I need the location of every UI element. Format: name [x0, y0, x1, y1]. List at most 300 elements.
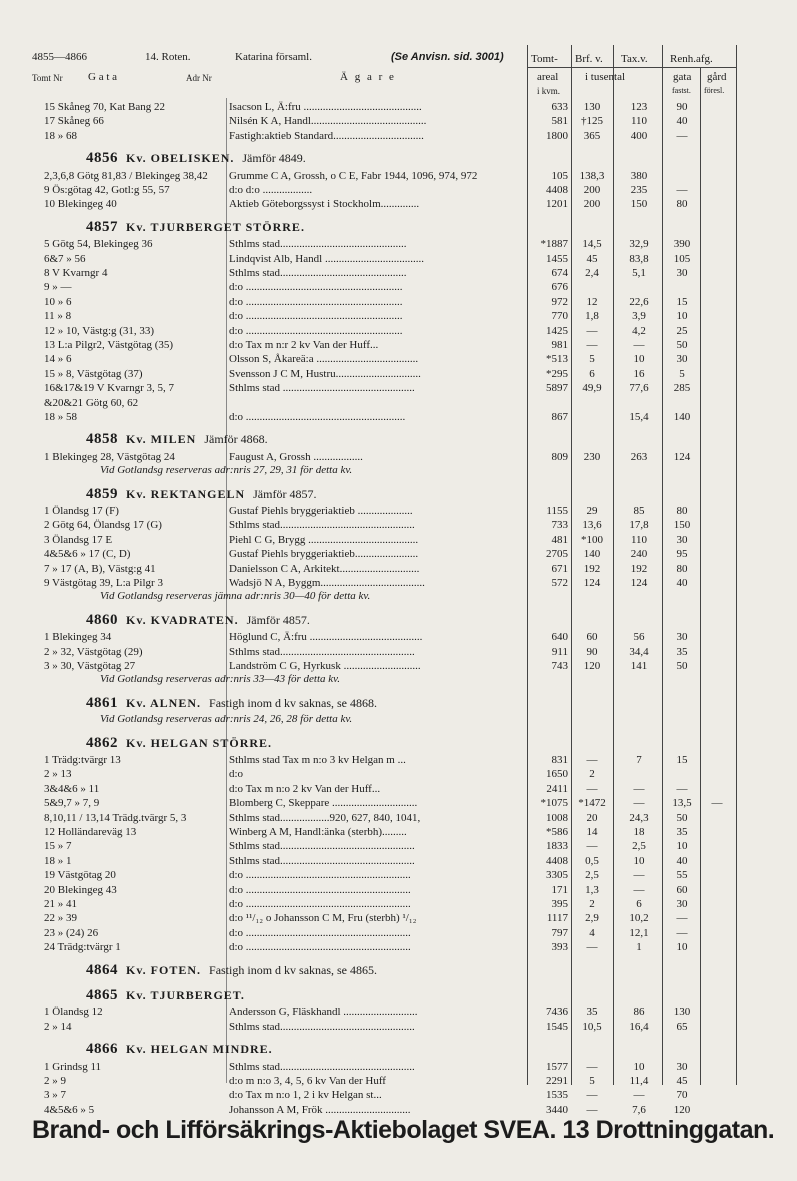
address-cell: 19 Västgötag 20: [44, 869, 116, 882]
address-cell: 15 » 7: [44, 840, 72, 853]
owner-cell: Isacson L, Ä:fru ...........................................: [229, 101, 422, 113]
fire-insurance-cell: 200: [583, 198, 601, 211]
area-cell: 1155: [546, 505, 568, 517]
fire-insurance-cell: 5: [589, 353, 595, 366]
area-cell: 1535: [546, 1089, 568, 1102]
block-number: 4860: [86, 611, 118, 628]
owner-cell: Sthlms stad..................920, 627, 840, 1041,: [229, 811, 421, 824]
property-row: [0, 410, 797, 424]
col-area-mid: areal: [537, 71, 559, 83]
owner-cell: Fastigh:aktieb Standard.................................: [229, 129, 424, 142]
area-cell: 2705: [546, 548, 568, 561]
fire-insurance-cell: 6: [589, 367, 595, 380]
street-cleaning-cell: 35: [676, 826, 688, 838]
col-fastst: fastst.: [672, 86, 691, 95]
property-row: [0, 782, 797, 796]
street-cleaning-cell: —: [676, 782, 688, 795]
address-cell: 9 » —: [44, 281, 72, 294]
area-cell: *586: [546, 826, 568, 838]
owner-cell: Sthlms stad.................................................: [229, 840, 415, 853]
area-cell: 867: [551, 411, 568, 423]
tax-value-cell: 86: [633, 1006, 645, 1019]
address-cell: 7 » 17 (A, B), Västg:g 41: [44, 562, 156, 575]
address-cell: 17 Skåneg 66: [44, 115, 104, 128]
owner-cell: Piehl C G, Brygg ........................................: [229, 533, 419, 546]
property-row: [0, 114, 797, 128]
owner-cell: Blomberg C, Skeppare ...............................: [229, 797, 418, 810]
street-cleaning-cell: 45: [676, 1075, 688, 1087]
fire-insurance-cell: 29: [586, 505, 598, 517]
property-row: [0, 839, 797, 853]
block-title: Kv. OBELISKEN.: [126, 151, 235, 166]
area-cell: 1577: [546, 1060, 568, 1073]
fire-insurance-cell: 230: [583, 450, 601, 463]
owner-cell: Nilsén K A, Handl..........................................: [229, 115, 427, 128]
street-cleaning-cell: —: [676, 184, 688, 196]
property-row: [0, 129, 797, 143]
tax-value-cell: 2,5: [632, 840, 646, 853]
property-row: [0, 1088, 797, 1102]
reservation-note: Vid Gotlandsg reserveras adr:nris 27, 29, 31 för detta kv.: [100, 464, 353, 477]
address-cell: 13 L:a Pilgr2, Västgötag (35): [44, 339, 174, 351]
block-number: 4865: [86, 987, 118, 1003]
tax-value-cell: 83,8: [629, 252, 649, 265]
address-cell: 23 » (24) 26: [44, 926, 99, 939]
owner-cell: d:o ............................................................: [229, 926, 411, 939]
area-cell: 770: [551, 310, 568, 323]
property-row: [0, 645, 797, 659]
area-cell: 171: [551, 883, 568, 896]
tax-value-cell: —: [633, 869, 645, 882]
street-cleaning-cell: 30: [676, 533, 688, 546]
street-cleaning-cell: 13,5: [672, 797, 692, 810]
street-cleaning-cell: 140: [673, 411, 691, 423]
address-cell: 15 » 8, Västgötag (37): [44, 367, 143, 380]
street-cleaning-cell: 5: [679, 367, 685, 380]
block-number: 4861: [86, 694, 118, 711]
block-title: Kv. TJURBERGET.: [126, 988, 245, 1002]
owner-cell: d:o Tax m n:o 1, 2 i kv Helgan st...: [229, 1089, 382, 1102]
tax-value-cell: 10: [633, 1060, 645, 1073]
block-note: Fastigh inom d kv saknas, se 4865.: [209, 962, 378, 977]
fire-insurance-cell: 124: [583, 577, 601, 589]
address-cell: 4&5&6 » 17 (C, D): [44, 548, 131, 561]
tax-value-cell: 123: [630, 101, 648, 113]
address-cell: 3&4&6 » 11: [44, 782, 100, 795]
fire-insurance-cell: 1,3: [585, 883, 599, 896]
fire-insurance-cell: 10,5: [582, 1020, 602, 1033]
block-title: Kv. KVADRATEN.: [126, 612, 239, 627]
property-row: [0, 562, 797, 576]
tax-value-cell: 12,1: [629, 926, 649, 939]
property-row: [0, 854, 797, 868]
block-note: Jämför 4857.: [253, 486, 317, 501]
fire-insurance-cell: 60: [586, 631, 598, 644]
tax-value-cell: 11,4: [629, 1075, 649, 1087]
owner-cell: Gustaf Piehls bryggeriaktieb.......................: [229, 548, 419, 561]
property-row: [0, 504, 797, 518]
property-row: [0, 897, 797, 911]
area-cell: 633: [551, 101, 568, 113]
address-cell: 3 » 7: [44, 1089, 66, 1102]
block-number: 4864: [86, 961, 118, 978]
tax-value-cell: —: [633, 782, 645, 795]
area-cell: 1800: [546, 129, 568, 142]
address-cell: 24 Trädg:tvärgr 1: [44, 941, 121, 954]
owner-cell: d:o d:o ..................: [229, 184, 313, 196]
street-cleaning-cell: 285: [673, 382, 691, 395]
owner-cell: Winberg A M, Handl:änka (sterbh).........: [229, 826, 407, 838]
fire-insurance-cell: 192: [583, 562, 601, 575]
fire-insurance-cell: 2,9: [585, 912, 599, 925]
block-heading: [86, 735, 272, 752]
tax-value-cell: 110: [630, 115, 648, 128]
fire-insurance-cell: 49,9: [582, 382, 602, 395]
street-cleaning-cell: 40: [676, 854, 688, 867]
fire-insurance-cell: —: [586, 339, 598, 351]
fire-insurance-cell: 0,5: [585, 854, 599, 867]
col-area-top: Tomt-: [531, 53, 558, 65]
col-gata2: gata: [673, 71, 692, 83]
owner-cell: d:o .........................................................: [229, 310, 403, 323]
property-row: [0, 280, 797, 294]
street-cleaning-cell: —: [676, 926, 688, 939]
tax-value-cell: 10,2: [629, 912, 649, 925]
parish-label: Katarina församl.: [235, 51, 312, 63]
tax-value-cell: 235: [630, 184, 648, 196]
tax-value-cell: 141: [630, 660, 648, 672]
property-row: [0, 266, 797, 280]
owner-cell: d:o Tax m n:r 2 kv Van der Huff...: [229, 339, 379, 351]
owner-cell: d:o ............................................................: [229, 883, 411, 896]
block-title: Kv. HELGAN STÖRRE.: [126, 735, 273, 750]
street-cleaning-cell: 80: [676, 505, 688, 517]
street-cleaning-cell: 25: [676, 324, 688, 337]
area-cell: 972: [551, 295, 568, 308]
area-cell: *1887: [540, 238, 568, 251]
area-cell: 5897: [546, 382, 568, 395]
area-cell: 1425: [546, 324, 568, 337]
owner-cell: d:o ............................................................: [229, 941, 411, 954]
street-cleaning-cell: 390: [673, 238, 691, 251]
tax-value-cell: —: [633, 797, 645, 810]
address-cell: 8,10,11 / 13,14 Trädg.tvärgr 5, 3: [44, 811, 187, 824]
area-cell: 3305: [546, 869, 568, 882]
fire-insurance-cell: 14: [586, 826, 598, 838]
block-heading: [86, 486, 316, 503]
fire-insurance-cell: 90: [586, 645, 598, 658]
street-cleaning-cell: 80: [676, 198, 688, 211]
block-note: Jämför 4849.: [242, 151, 306, 166]
address-cell: 20 Blekingeg 43: [44, 883, 117, 896]
address-cell: 2 » 14: [44, 1020, 72, 1033]
area-cell: 2291: [546, 1075, 568, 1087]
property-row: [0, 352, 797, 366]
header-rule: [527, 67, 737, 68]
property-row: [0, 237, 797, 251]
col-foresl: föresl.: [704, 86, 725, 95]
yard-cleaning-cell: —: [711, 797, 723, 810]
block-title: Kv. HELGAN MINDRE.: [126, 1042, 273, 1057]
property-row: [0, 767, 797, 781]
tax-value-cell: 240: [630, 548, 648, 561]
street-cleaning-cell: 30: [676, 631, 688, 644]
area-cell: 105: [551, 169, 568, 182]
street-cleaning-cell: 80: [676, 562, 688, 575]
owner-cell: Wadsjö N A, Byggm......................................: [229, 577, 425, 589]
area-cell: 671: [551, 562, 568, 575]
area-cell: 809: [551, 450, 568, 463]
street-cleaning-cell: 130: [673, 1006, 691, 1019]
street-cleaning-cell: 90: [676, 101, 688, 113]
area-cell: 1455: [546, 252, 568, 265]
fire-insurance-cell: 35: [586, 1006, 598, 1019]
tax-value-cell: 110: [630, 533, 648, 546]
address-cell: 6&7 » 56: [44, 252, 86, 265]
fire-insurance-cell: —: [586, 1103, 598, 1116]
area-cell: 733: [551, 519, 568, 532]
owner-cell: d:o ............................................................: [229, 869, 411, 882]
area-cell: *295: [546, 367, 568, 380]
tax-value-cell: 1: [636, 941, 642, 954]
tax-value-cell: —: [633, 339, 645, 351]
fire-insurance-cell: 200: [583, 184, 601, 196]
tax-value-cell: 24,3: [629, 811, 649, 824]
street-cleaning-cell: 50: [676, 660, 688, 672]
block-heading: [86, 695, 377, 712]
fire-insurance-cell: 1,8: [585, 310, 599, 323]
tax-value-cell: 85: [633, 505, 645, 517]
street-cleaning-cell: 40: [676, 115, 688, 128]
address-cell: 1 Ölandsg 17 (F): [44, 505, 119, 517]
street-cleaning-cell: 50: [676, 339, 688, 351]
block-title: Kv. ALNEN.: [126, 695, 202, 710]
area-cell: 7436: [546, 1006, 568, 1019]
address-cell: 1 Grindsg 11: [44, 1060, 102, 1073]
address-cell: 2,3,6,8 Götg 81,83 / Blekingeg 38,42: [44, 169, 208, 182]
property-row: [0, 381, 797, 395]
property-row: [0, 911, 797, 925]
owner-cell: d:o m n:o 3, 4, 5, 6 kv Van der Huff: [229, 1075, 386, 1087]
tax-value-cell: 124: [630, 577, 648, 589]
property-row: [0, 796, 797, 810]
address-cell: 3 Ölandsg 17 E: [44, 533, 113, 546]
area-cell: 981: [551, 339, 568, 351]
property-row: [0, 1020, 797, 1034]
owner-cell: Johansson A M, Frök ...............................: [229, 1103, 411, 1116]
address-cell: 16&17&19 V Kvarngr 3, 5, 7: [44, 382, 175, 395]
property-row: [0, 295, 797, 309]
tax-value-cell: 17,8: [629, 519, 649, 532]
owner-cell: d:o .........................................................: [229, 295, 403, 308]
area-cell: 4408: [546, 184, 568, 196]
district-label: 14. Roten.: [145, 51, 191, 63]
owner-cell: d:o Tax m n:o 2 kv Van der Huff...: [229, 782, 381, 795]
owner-cell: d:o ¹¹/₁₂ o Johansson C M, Fru (sterbh) ¹/₁₂: [229, 912, 417, 925]
property-row: [0, 811, 797, 825]
street-cleaning-cell: 95: [676, 548, 688, 561]
col-gard: gård: [707, 71, 727, 83]
owner-cell: d:o ............................................................: [229, 898, 411, 910]
block-heading: [86, 612, 310, 629]
block-heading: [86, 987, 245, 1004]
area-cell: 581: [551, 115, 568, 128]
address-cell: 18 » 1: [44, 854, 72, 867]
svea-advertisement: Brand- och Lifförsäkrings-Aktiebolaget SVEA. 13 Drottninggatan.: [32, 1116, 775, 1144]
area-cell: 2411: [546, 782, 568, 795]
owner-cell: Sthlms stad ................................................: [229, 382, 415, 395]
block-number: 4856: [86, 150, 118, 167]
address-cell: 11 » 8: [44, 310, 72, 323]
property-row: [0, 338, 797, 352]
fire-insurance-cell: 45: [586, 252, 598, 265]
tax-value-cell: 10: [633, 353, 645, 366]
tax-value-cell: 400: [630, 129, 648, 142]
block-heading: [86, 1041, 273, 1058]
tax-value-cell: 263: [630, 450, 648, 463]
area-cell: 831: [551, 754, 568, 766]
property-row: [0, 547, 797, 561]
fire-insurance-cell: 2: [589, 768, 595, 781]
fire-insurance-cell: 130: [583, 101, 601, 113]
fire-insurance-cell: *100: [581, 533, 603, 546]
address-cell: 2 » 9: [44, 1075, 66, 1087]
block-number: 4857: [86, 218, 118, 235]
street-cleaning-cell: 55: [676, 869, 688, 882]
block-heading: [86, 219, 305, 236]
owner-cell: Landström C G, Hyrkusk ............................: [229, 660, 421, 672]
property-row: [0, 518, 797, 532]
owner-cell: Danielsson C A, Arkitekt.............................: [229, 562, 420, 575]
block-note: Jämför 4868.: [204, 432, 268, 447]
area-cell: 797: [551, 926, 568, 939]
owner-cell: Höglund C, Ä:fru .........................................: [229, 631, 423, 644]
property-row: [0, 868, 797, 882]
fire-insurance-cell: —: [586, 1060, 598, 1073]
property-row: [0, 169, 797, 183]
address-cell: 12 » 10, Västg:g (31, 33): [44, 324, 155, 337]
owner-cell: Sthlms stad.................................................: [229, 645, 415, 658]
tax-value-cell: 34,4: [629, 645, 649, 658]
area-cell: *513: [546, 353, 568, 366]
street-cleaning-cell: 15: [676, 754, 688, 766]
fire-insurance-cell: 2,5: [585, 869, 599, 882]
owner-cell: Sthlms stad.................................................: [229, 1060, 415, 1073]
col-adr-nr: Adr Nr: [186, 73, 212, 83]
street-cleaning-cell: 120: [673, 1103, 691, 1116]
owner-cell: Sthlms stad.................................................: [229, 519, 415, 532]
tax-value-cell: —: [633, 1089, 645, 1102]
fire-insurance-cell: —: [586, 840, 598, 853]
area-cell: 911: [551, 645, 568, 658]
col-agare: Ä g a r e: [340, 71, 396, 83]
owner-cell: Sthlms stad Tax m n:o 3 kv Helgan m ...: [229, 754, 406, 766]
owner-cell: Lindqvist Alb, Handl ....................................: [229, 252, 424, 265]
tax-value-cell: 22,6: [629, 295, 649, 308]
property-row: [0, 576, 797, 590]
col-renh: Renh.afg.: [670, 53, 713, 65]
street-cleaning-cell: 30: [676, 267, 688, 279]
property-row: [0, 309, 797, 323]
tax-value-cell: 4,2: [632, 324, 646, 337]
address-cell: 5&9,7 » 7, 9: [44, 797, 100, 810]
address-cell: 1 Blekingeg 34: [44, 631, 112, 644]
block-number: 4859: [86, 485, 118, 502]
street-cleaning-cell: 150: [673, 519, 691, 532]
address-cell: 18 » 68: [44, 129, 77, 142]
owner-cell: Faugust A, Grossh ..................: [229, 450, 363, 463]
street-cleaning-cell: 10: [676, 840, 688, 853]
street-cleaning-cell: —: [676, 912, 688, 925]
property-row: [0, 659, 797, 673]
col-gata: G a t a: [88, 71, 118, 83]
property-row: [0, 940, 797, 954]
tax-value-cell: 18: [633, 826, 645, 838]
address-cell: 9 Västgötag 39, L:a Pilgr 3: [44, 577, 163, 589]
address-cell: &20&21 Götg 60, 62: [44, 396, 139, 409]
reference-note: (Se Anvisn. sid. 3001): [391, 51, 504, 63]
address-cell: 4&5&6 » 5: [44, 1103, 95, 1116]
fire-insurance-cell: 20: [586, 811, 598, 824]
block-title: Kv. REKTANGELN: [126, 486, 246, 501]
property-row: [0, 450, 797, 464]
fire-insurance-cell: 5: [589, 1075, 595, 1087]
street-cleaning-cell: 15: [676, 295, 688, 308]
area-cell: 3440: [546, 1103, 568, 1116]
area-cell: 1008: [546, 811, 568, 824]
block-title: Kv. TJURBERGET STÖRRE.: [126, 219, 305, 234]
block-title: Kv. FOTEN.: [126, 962, 202, 977]
area-cell: 481: [551, 533, 568, 546]
owner-cell: d:o .........................................................: [229, 324, 403, 337]
property-row: [0, 825, 797, 839]
tax-value-cell: 77,6: [629, 382, 649, 395]
property-row: [0, 1005, 797, 1019]
street-cleaning-cell: 30: [676, 898, 688, 910]
owner-cell: Sthlms stad..............................................: [229, 267, 407, 279]
area-cell: 674: [551, 267, 568, 279]
property-row: [0, 324, 797, 338]
street-cleaning-cell: 30: [676, 353, 688, 366]
property-row: [0, 396, 797, 410]
tax-value-cell: 5,1: [632, 267, 646, 279]
reservation-note: Vid Gotlandsg reserveras adr:nris 24, 26, 28 för detta kv.: [100, 713, 353, 726]
owner-cell: Aktieb Göteborgssyst i Stockholm..............: [229, 198, 420, 211]
area-cell: 640: [551, 631, 568, 644]
col-tax: Tax.v.: [621, 53, 648, 65]
address-cell: 8 V Kvarngr 4: [44, 267, 108, 279]
fire-insurance-cell: —: [586, 754, 598, 766]
fire-insurance-cell: 140: [583, 548, 601, 561]
address-cell: 3 » 30, Västgötag 27: [44, 660, 136, 672]
area-cell: 572: [551, 577, 568, 589]
block-number: 4866: [86, 1041, 118, 1058]
property-row: [0, 533, 797, 547]
property-row: [0, 753, 797, 767]
fire-insurance-cell: 13,6: [582, 519, 602, 532]
fire-insurance-cell: 120: [583, 660, 601, 672]
street-cleaning-cell: 105: [673, 252, 691, 265]
owner-cell: Grumme C A, Grossh, o C E, Fabr 1944, 1096, 974, 972: [229, 169, 478, 182]
owner-cell: Sthlms stad.................................................: [229, 854, 415, 867]
fire-insurance-cell: —: [586, 941, 598, 954]
property-row: [0, 252, 797, 266]
address-cell: 2 » 13: [44, 768, 72, 781]
fire-insurance-cell: 2: [589, 898, 595, 910]
fire-insurance-cell: 365: [583, 129, 601, 142]
block-heading: [86, 431, 268, 448]
owner-cell: Andersson G, Fläskhandl ...........................: [229, 1006, 418, 1019]
